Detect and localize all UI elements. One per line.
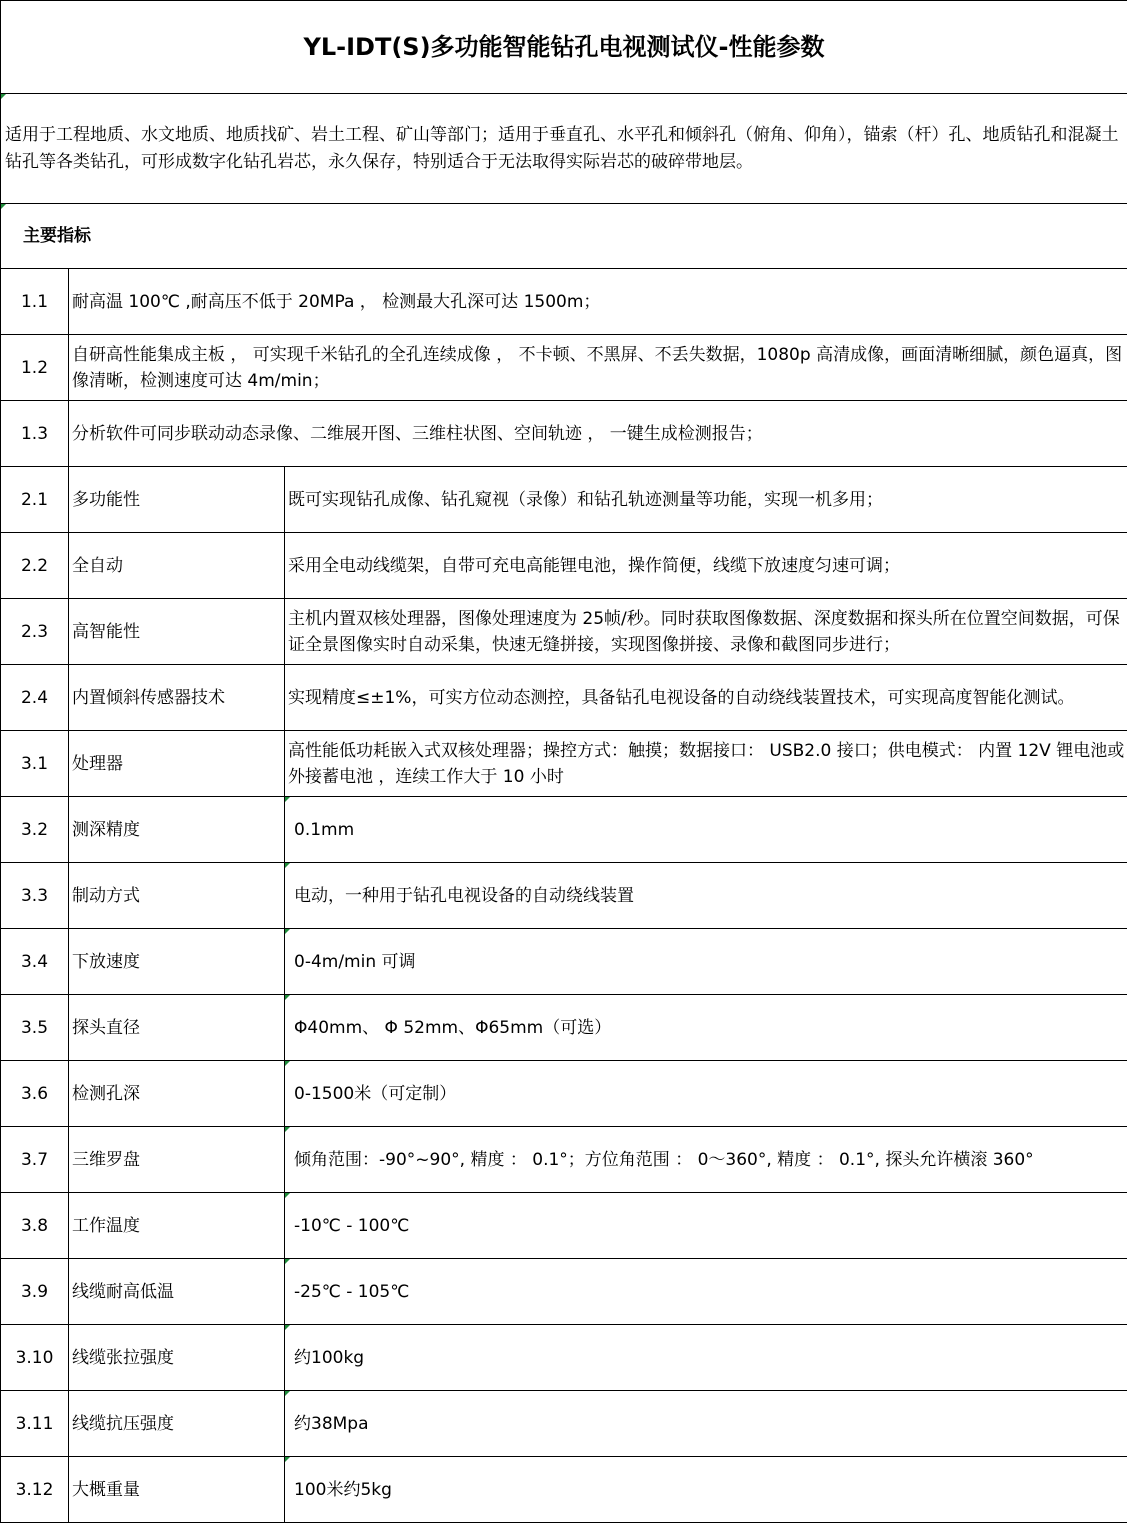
spec-value: Φ40mm、 Φ 52mm、Φ65mm（可选） [285,995,1127,1061]
spec-name: 线缆张拉强度 [69,1325,285,1391]
spec-name: 多功能性 [69,467,285,533]
spec-name: 测深精度 [69,797,285,863]
spec-name: 工作温度 [69,1193,285,1259]
page-title: YL-IDT(S)多功能智能钻孔电视测试仪-性能参数 [1,1,1127,94]
row-number: 3.11 [1,1391,69,1457]
table-row [1,269,1127,335]
row-number: 3.7 [1,1127,69,1193]
spec-name: 线缆抗压强度 [69,1391,285,1457]
spec-name: 检测孔深 [69,1061,285,1127]
table-row [1,533,1127,599]
row-number: 1.2 [1,335,69,401]
row-number: 3.5 [1,995,69,1061]
table-row [1,995,1127,1061]
table-row [1,731,1127,797]
row-number: 2.4 [1,665,69,731]
spec-value: 0-1500米（可定制） [285,1061,1127,1127]
table-row [1,467,1127,533]
row-number: 3.9 [1,1259,69,1325]
table-row [1,1061,1127,1127]
spec-value: 主机内置双核处理器，图像处理速度为 25帧/秒。同时获取图像数据、深度数据和探头所在位置空间数据，可保证全景图像实时自动采集，快速无缝拼接，实现图像拼接、录像和截图同步进行； [285,599,1127,665]
table-row [1,665,1127,731]
row-number: 3.2 [1,797,69,863]
spec-value: 高性能低功耗嵌入式双核处理器；操控方式：触摸；数据接口： USB2.0 接口；供电模式： 内置 12V 锂电池或外接蓄电池 ，连续工作大于 10 小时 [285,731,1127,797]
spec-name: 全自动 [69,533,285,599]
title-row [1,1,1127,94]
table-row [1,1127,1127,1193]
row-number: 3.6 [1,1061,69,1127]
spec-value: 既可实现钻孔成像、钻孔窥视（录像）和钻孔轨迹测量等功能，实现一机多用； [285,467,1127,533]
spec-value: -10℃ - 100℃ [285,1193,1127,1259]
row-number: 2.1 [1,467,69,533]
table-row [1,929,1127,995]
spec-name: 下放速度 [69,929,285,995]
row-number: 3.1 [1,731,69,797]
spec-value: 100米约5kg [285,1457,1127,1523]
row-number: 3.8 [1,1193,69,1259]
spec-name: 内置倾斜传感器技术 [69,665,285,731]
section-title: 主要指标 [1,204,1127,269]
section-row [1,204,1127,269]
table-row [1,1259,1127,1325]
table-row [1,797,1127,863]
spec-value: 0.1mm [285,797,1127,863]
spec-name: 高智能性 [69,599,285,665]
table-row [1,1193,1127,1259]
table-row [1,1325,1127,1391]
table-row [1,335,1127,401]
spec-value: -25℃ - 105℃ [285,1259,1127,1325]
spec-name: 处理器 [69,731,285,797]
spec-name: 三维罗盘 [69,1127,285,1193]
row-text: 耐高温 100℃ ,耐高压不低于 20MPa ， 检测最大孔深可达 1500m； [69,269,1127,335]
row-number: 3.4 [1,929,69,995]
table-row [1,863,1127,929]
spec-name: 大概重量 [69,1457,285,1523]
row-number: 3.3 [1,863,69,929]
spec-value: 约100kg [285,1325,1127,1391]
intro-row [1,94,1127,204]
spec-value: 实现精度≤±1%，可实方位动态测控，具备钻孔电视设备的自动绕线装置技术，可实现高度智能化测试。 [285,665,1127,731]
spec-value: 倾角范围：-90°~90°, 精度 ： 0.1°；方位角范围 ： 0～360°, 精度 ： 0.1°, 探头允许横滚 360° [285,1127,1127,1193]
spec-value: 0-4m/min 可调 [285,929,1127,995]
table-row [1,1457,1127,1523]
spec-name: 线缆耐高低温 [69,1259,285,1325]
table-row [1,599,1127,665]
intro-text: 适用于工程地质、水文地质、地质找矿、岩土工程、矿山等部门；适用于垂直孔、水平孔和倾斜孔（俯角、仰角），锚索（杆）孔、地质钻孔和混凝土钻孔等各类钻孔，可形成数字化钻孔岩芯，永久保存，特别适合于无法取得实际岩芯的破碎带地层。 [1,94,1127,204]
row-number: 3.10 [1,1325,69,1391]
row-text: 分析软件可同步联动动态录像、二维展开图、三维柱状图、空间轨迹 ， 一键生成检测报告； [69,401,1127,467]
row-number: 3.12 [1,1457,69,1523]
spec-value: 约38Mpa [285,1391,1127,1457]
row-number: 1.3 [1,401,69,467]
table-row [1,1391,1127,1457]
row-number: 2.3 [1,599,69,665]
row-number: 2.2 [1,533,69,599]
spec-name: 探头直径 [69,995,285,1061]
spec-name: 制动方式 [69,863,285,929]
row-text: 自研高性能集成主板 ， 可实现千米钻孔的全孔连续成像 ， 不卡顿、不黑屏、不丢失数据，1080p 高清成像，画面清晰细腻，颜色逼真，图像清晰，检测速度可达 4m/min； [69,335,1127,401]
spec-value: 采用全电动线缆架，自带可充电高能锂电池，操作简便，线缆下放速度匀速可调； [285,533,1127,599]
row-number: 1.1 [1,269,69,335]
spec-value: 电动，一种用于钻孔电视设备的自动绕线装置 [285,863,1127,929]
table-row [1,401,1127,467]
